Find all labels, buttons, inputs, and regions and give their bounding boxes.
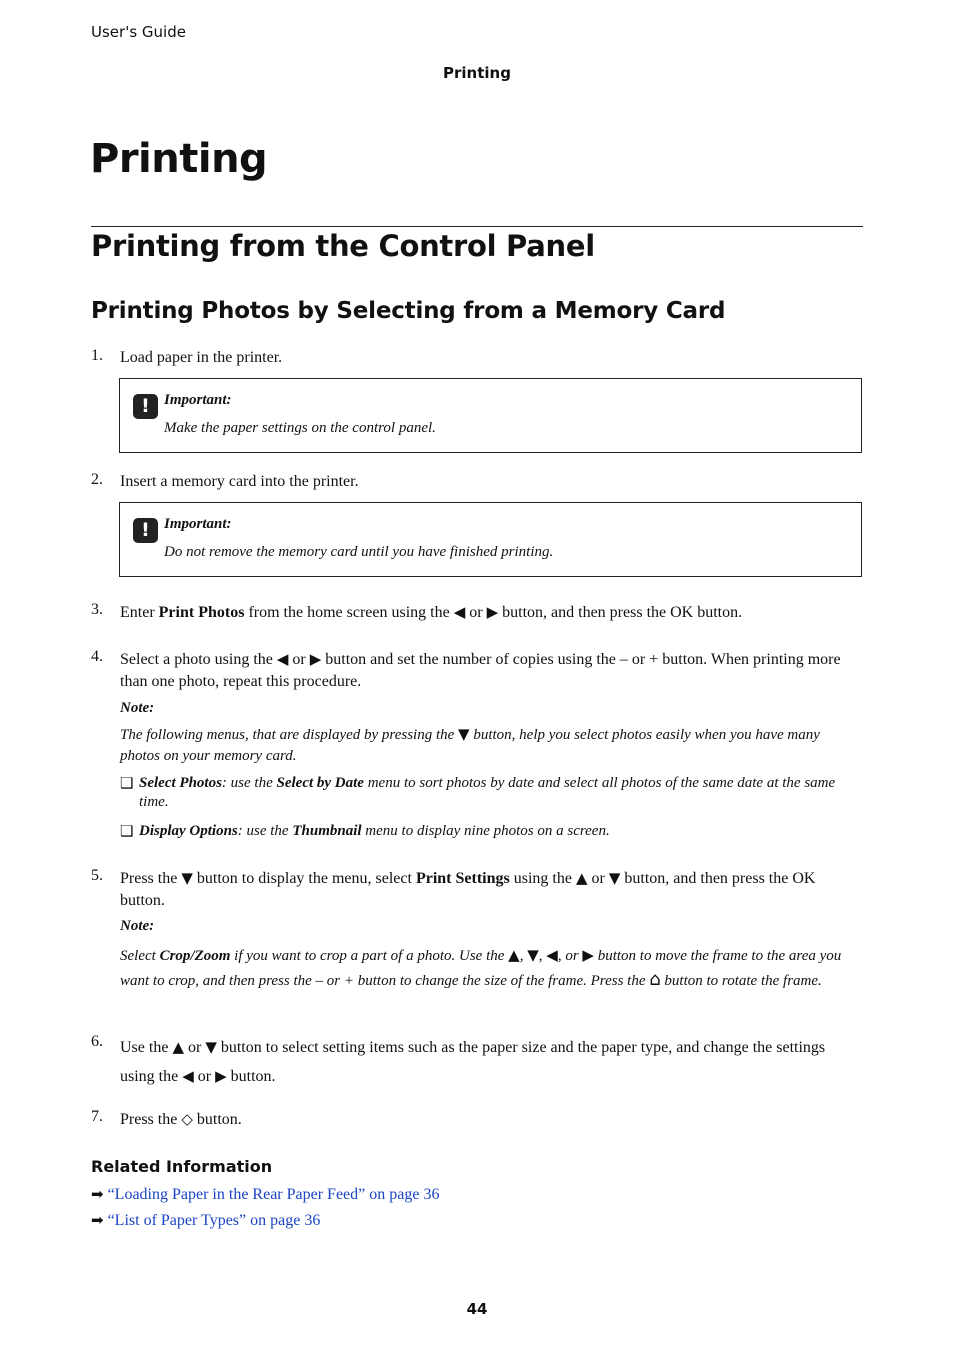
step-text: Load paper in the printer.	[120, 349, 283, 366]
bullet-icon: ❑	[120, 824, 134, 840]
right-arrow-icon: ▶	[582, 946, 594, 964]
step-number: 6.	[91, 1033, 103, 1050]
page-title: Printing	[90, 136, 268, 182]
down-arrow-icon: ▼	[527, 946, 539, 964]
related-link-rear-paper-feed[interactable]: “Loading Paper in the Rear Paper Feed” on page 36	[107, 1186, 440, 1203]
down-arrow-icon: ▼	[181, 869, 193, 887]
step-number: 3.	[91, 601, 103, 618]
note-title: Note:	[120, 700, 155, 716]
bullet-text: Select Photos: use the Select by Date menu to sort photos by date and select all photos of the same date at the same time.	[139, 775, 836, 810]
left-arrow-icon: ◀	[546, 946, 558, 964]
left-arrow-icon: ◀	[453, 603, 466, 621]
right-arrow-icon: ▶	[486, 603, 499, 621]
heading-divider	[91, 226, 863, 227]
step-text: Press the ▼ button to display the menu, select Print Settings using the ▲ or ▼ button, and then press the OK button.	[120, 869, 816, 909]
subsection-heading: Printing Photos by Selecting from a Memory Card	[91, 298, 726, 324]
step-number: 7.	[91, 1108, 103, 1125]
step-text: Insert a memory card into the printer.	[120, 473, 359, 490]
step-text: Use the ▲ or ▼ button to select setting items such as the paper size and the paper type, and change the settings using the ◀ or ▶ button.	[120, 1038, 826, 1085]
up-arrow-icon: ▲	[508, 946, 520, 964]
home-icon: ⌂	[649, 969, 661, 990]
step-number: 4.	[91, 648, 103, 665]
left-arrow-icon: ◀	[276, 650, 289, 668]
up-arrow-icon: ▲	[172, 1038, 184, 1056]
step-number: 1.	[91, 347, 103, 364]
important-title: Important:	[164, 516, 232, 532]
link-arrow-icon: ➡	[91, 1185, 104, 1203]
step-text: Select a photo using the ◀ or ▶ button and set the number of copies using the – or + button. When printing more than one photo, repeat this procedure.	[120, 650, 841, 690]
step-text: Enter Print Photos from the home screen using the ◀ or ▶ button, and then press the OK button.	[120, 603, 743, 621]
important-text: Make the paper settings on the control panel.	[164, 420, 436, 436]
related-information-title: Related Information	[91, 1157, 273, 1176]
related-link-row	[91, 1211, 320, 1230]
left-arrow-icon: ◀	[182, 1067, 194, 1085]
step-number: 5.	[91, 867, 103, 884]
up-arrow-icon: ▲	[575, 869, 588, 887]
page-number: 44	[466, 1300, 488, 1318]
down-arrow-icon: ▼	[608, 869, 621, 887]
bullet-icon: ❑	[120, 776, 134, 792]
down-arrow-icon: ▼	[458, 725, 470, 743]
link-arrow-icon: ➡	[91, 1211, 104, 1229]
section-header: Printing	[443, 64, 511, 82]
running-header: User's Guide	[91, 23, 186, 41]
start-icon: ◇	[181, 1110, 193, 1128]
important-text: Do not remove the memory card until you have finished printing.	[164, 544, 554, 560]
important-title: Important:	[164, 392, 232, 408]
important-box	[119, 502, 862, 577]
right-arrow-icon: ▶	[215, 1067, 227, 1085]
related-link-row	[91, 1185, 439, 1204]
important-icon: !	[133, 394, 158, 419]
step-text: Press the ◇ button.	[120, 1110, 242, 1128]
bullet-text: Display Options: use the Thumbnail menu to display nine photos on a screen.	[139, 823, 610, 839]
step-number: 2.	[91, 471, 103, 488]
note-text: Select Crop/Zoom if you want to crop a part of a photo. Use the ▲, ▼, ◀, or ▶ button to move the frame to the area you want to crop, and then press the – or + button to change the size of the frame. Press the ⌂ button to rotate the frame.	[120, 946, 842, 990]
note-title: Note:	[120, 918, 155, 934]
important-icon: !	[133, 518, 158, 543]
right-arrow-icon: ▶	[309, 650, 322, 668]
important-box	[119, 378, 862, 453]
related-link-paper-types[interactable]: “List of Paper Types” on page 36	[107, 1212, 321, 1229]
section-heading: Printing from the Control Panel	[91, 229, 595, 263]
note-text: The following menus, that are displayed by pressing the ▼ button, help you select photos easily when you have many photos on your memory card.	[120, 725, 820, 764]
down-arrow-icon: ▼	[205, 1038, 217, 1056]
